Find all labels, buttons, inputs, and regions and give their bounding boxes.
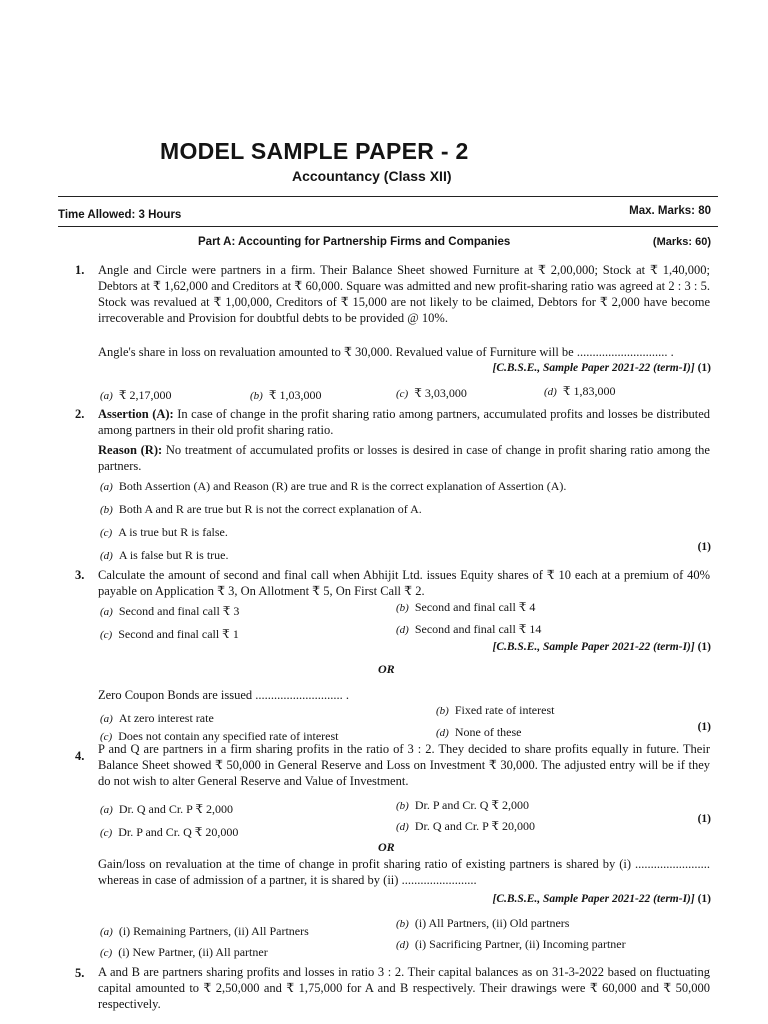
option-a: (a) Dr. Q and Cr. P ₹ 2,000 bbox=[100, 802, 234, 816]
question-text: Gain/loss on revaluation at the time of change in profit sharing ratio of existing partners is shared by (i) ........................ whereas in case of admission of a partner, it is shared by (ii) ........................ bbox=[98, 857, 710, 887]
option-b: (b) Fixed rate of interest bbox=[436, 703, 555, 717]
marks-label: (1) bbox=[697, 721, 711, 733]
paper-subtitle: Accountancy (Class XII) bbox=[292, 168, 452, 184]
option-c: (c) Dr. P and Cr. Q ₹ 20,000 bbox=[100, 825, 239, 839]
option-c: (c) Second and final call ₹ 1 bbox=[100, 627, 239, 641]
question-number: 1. bbox=[75, 263, 85, 277]
reference-text: [C.B.S.E., Sample Paper 2021-22 (term-I)] bbox=[492, 641, 695, 653]
part-marks: (Marks: 60) bbox=[652, 236, 711, 248]
question-text: Angle and Circle were partners in a firm. Their Balance Sheet showed Furniture at ₹ 2,00,000; Stock at ₹ 1,40,000; Debtors at ₹ 1,62,000 and Creditors at ₹ 60,000. Square was admitted and new profit-sharing ratio was agreed at 2 : 3 : 5. Stock was revalued at ₹ 1,00,000, Creditors of ₹ 15,000 are not likely to be claimed, Debtors for ₹ 2,000 have become irrecoverable and Provision for doubtful debts to be provided @ 10%. bbox=[98, 263, 710, 325]
option-d: (d) A is false but R is true. bbox=[100, 548, 229, 562]
option-d: (d) (i) Sacrificing Partner, (ii) Incoming partner bbox=[396, 937, 626, 951]
question-text: A and B are partners sharing profits and losses in ratio 3 : 2. Their capital balances as on 31-3-2022 based on fluctuating capital amounted to ₹ 2,50,000 and ₹ 1,75,000 for A and B respectively. Their drawings were ₹ 60,000 and ₹ 50,000 respectively. bbox=[98, 965, 710, 1011]
option-b: (b) Dr. P and Cr. Q ₹ 2,000 bbox=[396, 798, 530, 812]
question-text: Angle's share in loss on revaluation amounted to ₹ 30,000. Revalued value of Furniture will be ............................. . bbox=[98, 345, 674, 359]
option-c: (c) ₹ 3,03,000 bbox=[396, 386, 467, 400]
question-number: 4. bbox=[75, 749, 85, 763]
reference-text: [C.B.S.E., Sample Paper 2021-22 (term-I)] bbox=[492, 362, 695, 374]
marks-label: (1) bbox=[697, 813, 711, 825]
option-c: (c) A is true but R is false. bbox=[100, 525, 228, 539]
option-b: (b) Both A and R are true but R is not the correct explanation of A. bbox=[100, 502, 422, 516]
option-d: (d) Second and final call ₹ 14 bbox=[396, 622, 542, 636]
or-divider: OR bbox=[378, 662, 395, 676]
question-text: Calculate the amount of second and final call when Abhijit Ltd. issues Equity shares of ₹ 10 each at a premium of 40% payable on Application ₹ 3, On Allotment ₹ 5, On First Call ₹ 2. bbox=[98, 568, 710, 598]
marks-label: (1) bbox=[697, 641, 711, 653]
header-rule-top bbox=[58, 196, 718, 197]
marks-label: (1) bbox=[697, 362, 711, 374]
option-c: (c) Does not contain any specified rate of interest bbox=[100, 729, 339, 743]
header-rule-bottom bbox=[58, 226, 718, 227]
question-text: Zero Coupon Bonds are issued ............................ . bbox=[98, 688, 350, 702]
max-marks: Max. Marks: 80 bbox=[629, 205, 711, 217]
source-reference bbox=[493, 641, 712, 653]
source-reference bbox=[493, 893, 712, 905]
marks-label: (1) bbox=[697, 893, 711, 905]
option-b: (b) (i) All Partners, (ii) Old partners bbox=[396, 916, 570, 930]
assertion-text: Assertion (A): In case of change in the profit sharing ratio among partners, accumulated profits and losses be distributed among partners in their old profit sharing ratio. bbox=[98, 407, 710, 437]
option-c: (c) (i) New Partner, (ii) All partner bbox=[100, 945, 268, 959]
option-d: (d) Dr. Q and Cr. P ₹ 20,000 bbox=[396, 819, 536, 833]
question-text: P and Q are partners in a firm sharing profits in the ratio of 3 : 2. They decided to share profits equally in future. Their Balance Sheet showed ₹ 50,000 in General Reserve and Loss on Investment ₹ 30,000. The adjusted entry will be if they do not wish to alter General Reserve and Value of Investment. bbox=[98, 742, 710, 788]
question-number: 3. bbox=[75, 568, 85, 582]
marks-label: (1) bbox=[697, 541, 711, 553]
option-a: (a) Second and final call ₹ 3 bbox=[100, 604, 240, 618]
reason-label: Reason (R): bbox=[98, 443, 163, 457]
or-divider: OR bbox=[378, 840, 395, 854]
reason-text: Reason (R): No treatment of accumulated profits or losses is desired in case of change in profit sharing ratio among the partners. bbox=[98, 443, 710, 473]
option-d: (d) None of these bbox=[436, 725, 522, 739]
paper-title: MODEL SAMPLE PAPER - 2 bbox=[160, 138, 469, 164]
option-a: (a) (i) Remaining Partners, (ii) All Partners bbox=[100, 924, 309, 938]
reference-text: [C.B.S.E., Sample Paper 2021-22 (term-I)] bbox=[492, 893, 695, 905]
option-a: (a) Both Assertion (A) and Reason (R) are true and R is the correct explanation of Assertion (A). bbox=[100, 479, 567, 493]
option-a: (a) At zero interest rate bbox=[100, 711, 214, 725]
option-a: (a) ₹ 2,17,000 bbox=[100, 388, 172, 402]
question-number: 5. bbox=[75, 966, 85, 980]
option-b: (b) ₹ 1,03,000 bbox=[250, 388, 322, 402]
question-number: 2. bbox=[75, 407, 85, 421]
source-reference bbox=[493, 362, 712, 374]
option-b: (b) Second and final call ₹ 4 bbox=[396, 600, 536, 614]
time-allowed: Time Allowed: 3 Hours bbox=[58, 209, 182, 221]
part-heading: Part A: Accounting for Partnership Firms and Companies bbox=[198, 236, 511, 248]
assertion-label: Assertion (A): bbox=[98, 407, 174, 421]
option-d: (d) ₹ 1,83,000 bbox=[544, 384, 616, 398]
